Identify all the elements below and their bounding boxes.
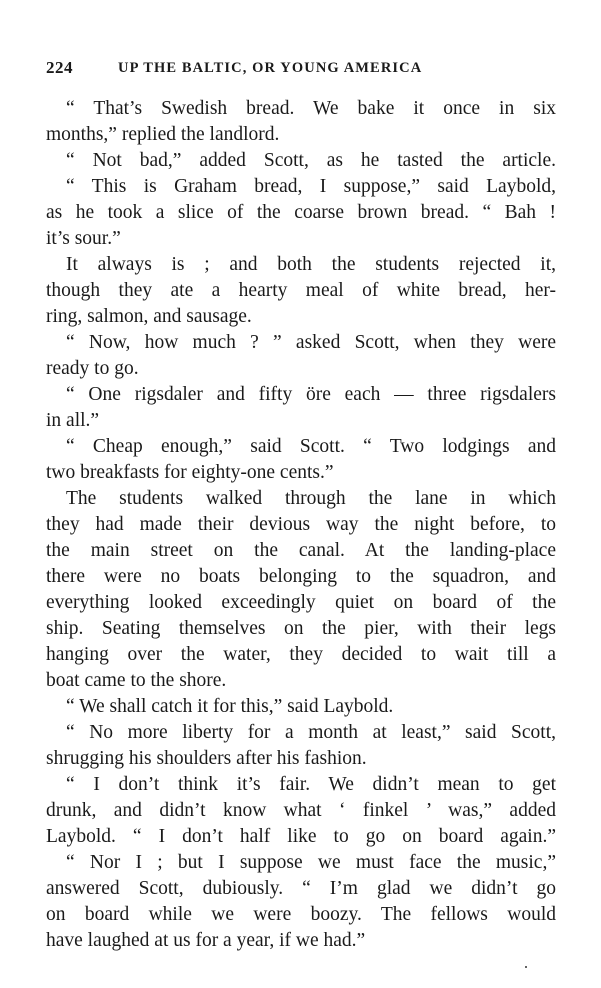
text-line: “ Not bad,” added Scott, as he tasted the article.: [66, 150, 556, 171]
text-line: “ One rigsdaler and fifty öre each — three rigsdalers: [66, 384, 556, 405]
text-line: as he took a slice of the coarse brown bread. “ Bah !: [46, 202, 556, 223]
text-line: they had made their devious way the night before, to: [46, 514, 556, 535]
text-line: have laughed at us for a year, if we had.”: [46, 930, 366, 951]
text-line: the main street on the canal. At the landing-place: [46, 540, 556, 561]
text-line: on board while we were boozy. The fellows would: [46, 904, 556, 925]
text-line: Laybold. “ I don’t half like to go on board again.”: [46, 826, 556, 847]
text-line: it’s sour.”: [46, 228, 121, 249]
running-title: UP THE BALTIC, OR YOUNG AMERICA: [118, 60, 423, 76]
body-text: [46, 96, 556, 954]
print-speck: [525, 966, 527, 968]
text-line: everything looked exceedingly quiet on board of the: [46, 592, 556, 613]
text-line: The students walked through the lane in which: [66, 488, 556, 509]
text-line: “ This is Graham bread, I suppose,” said Laybold,: [66, 176, 556, 197]
text-line: “ Now, how much ? ” asked Scott, when they were: [66, 332, 556, 353]
text-line: shrugging his shoulders after his fashion.: [46, 748, 367, 769]
text-line: ring, salmon, and sausage.: [46, 306, 252, 327]
text-line: there were no boats belonging to the squadron, and: [46, 566, 556, 587]
text-line: “ We shall catch it for this,” said Laybold.: [66, 696, 394, 717]
text-line: “ I don’t think it’s fair. We didn’t mean to get: [66, 774, 556, 795]
text-line: in all.”: [46, 410, 100, 431]
text-line: answered Scott, dubiously. “ I’m glad we didn’t go: [46, 878, 556, 899]
text-line: though they ate a hearty meal of white bread, her-: [46, 280, 556, 301]
text-line: It always is ; and both the students rejected it,: [66, 254, 556, 275]
text-line: “ Cheap enough,” said Scott. “ Two lodgings and: [66, 436, 556, 457]
text-line: “ Nor I ; but I suppose we must face the music,”: [66, 852, 556, 873]
text-line: ship. Seating themselves on the pier, with their legs: [46, 618, 556, 639]
page-number: 224: [46, 58, 73, 77]
text-line: ready to go.: [46, 358, 139, 379]
text-line: “ That’s Swedish bread. We bake it once in six: [66, 98, 556, 119]
text-line: drunk, and didn’t know what ‘ finkel ’ was,” added: [46, 800, 556, 821]
text-line: “ No more liberty for a month at least,” said Scott,: [66, 722, 556, 743]
text-line: boat came to the shore.: [46, 670, 227, 691]
page-header: [46, 58, 566, 84]
text-line: months,” replied the landlord.: [46, 124, 280, 145]
text-line: hanging over the water, they decided to wait till a: [46, 644, 556, 665]
text-line: two breakfasts for eighty-one cents.”: [46, 462, 334, 483]
